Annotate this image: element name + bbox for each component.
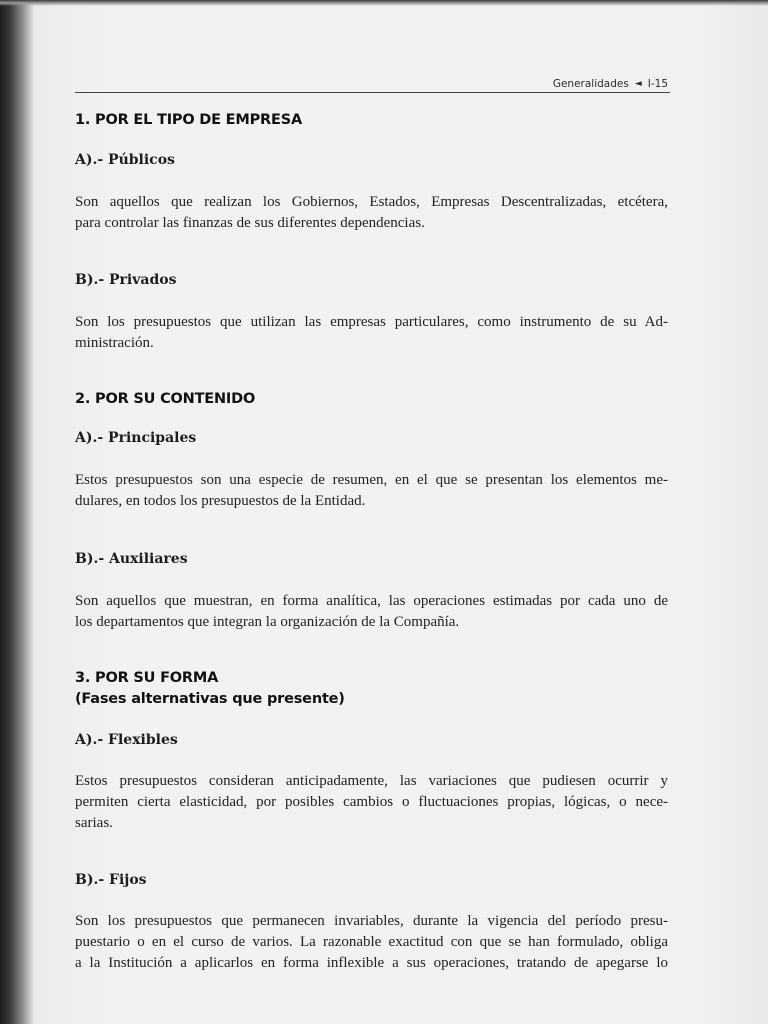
text-line: puestario o en el curso de varios. La razonable exactitud con que se han formulado, obliga (75, 934, 668, 950)
text-line: sarias. (75, 815, 113, 831)
text-line: para controlar las finanzas de sus diferentes dependencias. (75, 215, 425, 231)
subsection-label-flexibles: A).- Flexibles (75, 732, 178, 748)
text-line: ministración. (75, 335, 154, 351)
running-header (553, 78, 668, 90)
paragraph-fijos (75, 911, 668, 974)
text-line: a la Institución a aplicarlos en forma inflexible a sus operaciones, tratando de apegarse lo (75, 955, 668, 971)
page-top-edge (0, 0, 768, 6)
left-triangle-icon: ◄ (634, 78, 642, 89)
subsection-label-fijos: B).- Fijos (75, 872, 147, 888)
paragraph-principales (75, 470, 668, 512)
text-line: Estos presupuestos son una especie de resumen, en el que se presentan los elementos me- (75, 472, 668, 488)
subsection-label-publicos: A).- Públicos (75, 152, 175, 168)
page-number: I-15 (647, 78, 668, 90)
section-title-1: 1. POR EL TIPO DE EMPRESA (75, 112, 302, 128)
header-rule (75, 92, 670, 93)
text-line: dulares, en todos los presupuestos de la Entidad. (75, 493, 366, 509)
text-line: Estos presupuestos consideran anticipadamente, las variaciones que pudiesen ocurrir y (75, 773, 668, 789)
subsection-label-principales: A).- Principales (75, 430, 197, 446)
paragraph-flexibles (75, 771, 668, 834)
text-line: Son los presupuestos que permanecen invariables, durante la vigencia del período presu- (75, 913, 668, 929)
text-line: Son aquellos que muestran, en forma analítica, las operaciones estimadas por cada uno de (75, 593, 668, 609)
section-subtitle-3: (Fases alternativas que presente) (75, 691, 345, 707)
text-line: permiten cierta elasticidad, por posibles cambios o fluctuaciones propias, lógicas, o nece- (75, 794, 668, 810)
subsection-label-auxiliares: B).- Auxiliares (75, 551, 188, 567)
header-section-name: Generalidades (552, 78, 629, 90)
section-title-3: 3. POR SU FORMA (75, 670, 219, 686)
text-line: Son aquellos que realizan los Gobiernos, Estados, Empresas Descentralizadas, etcétera, (75, 194, 668, 210)
paragraph-auxiliares (75, 591, 668, 633)
paragraph-publicos (75, 192, 668, 234)
book-spine-shadow (0, 0, 34, 1024)
text-line: los departamentos que integran la organización de la Compañía. (75, 614, 460, 630)
section-title-2: 2. POR SU CONTENIDO (75, 391, 256, 407)
subsection-label-privados: B).- Privados (75, 272, 177, 288)
text-line: Son los presupuestos que utilizan las empresas particulares, como instrumento de su Ad- (75, 314, 668, 330)
paragraph-privados (75, 312, 668, 354)
